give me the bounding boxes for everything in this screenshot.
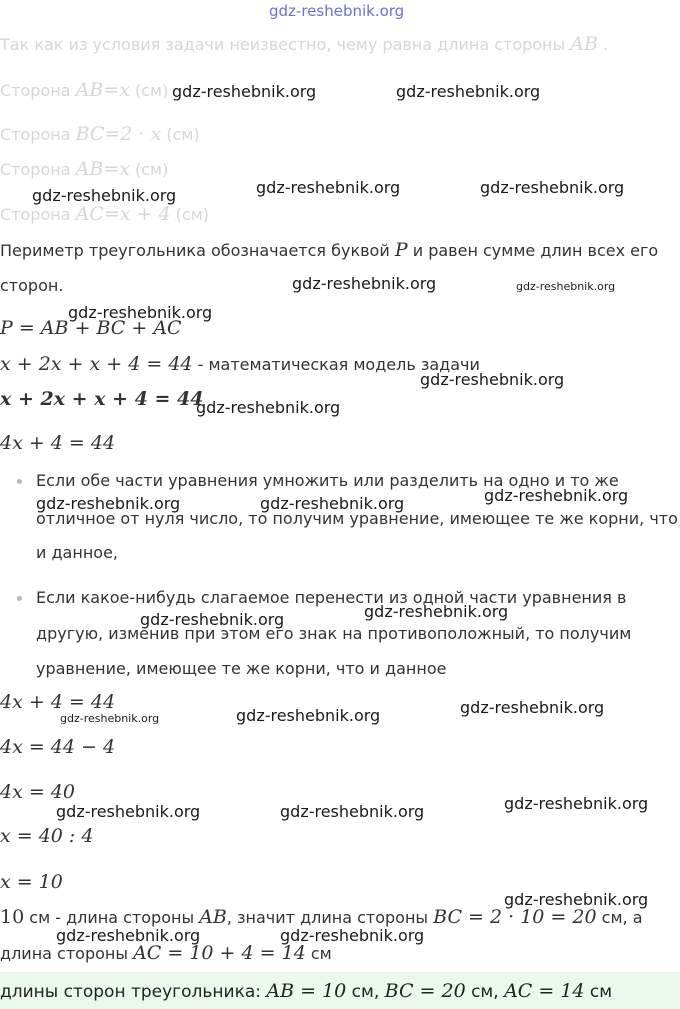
model-equation: x + 2x + x + 4 = 44 - математическая модель задачи: [0, 353, 480, 375]
watermark[interactable]: gdz-reshebnik.org: [280, 802, 425, 821]
perimeter-text: Периметр треугольника обозначается буквой P и равен сумме длин всех его: [0, 239, 659, 261]
answer-box: [0, 972, 680, 1009]
watermark[interactable]: gdz-reshebnik.org: [36, 494, 181, 513]
watermark[interactable]: gdz-reshebnik.org: [260, 494, 405, 513]
watermark[interactable]: gdz-reshebnik.org: [256, 178, 401, 197]
rule-1-line-1: Если обе части уравнения умножить или разделить на одно и то же: [36, 471, 619, 490]
bullet-2: [17, 596, 22, 601]
step-1: 4x + 4 = 44: [0, 691, 116, 713]
watermark[interactable]: gdz-reshebnik.org: [480, 178, 625, 197]
side-bc-line: Сторона BC=2 · x (см): [0, 123, 200, 145]
step-2: 4x = 44 − 4: [0, 736, 116, 758]
rule-2-line-3: уравнение, имеющее те же корни, что и данное: [36, 659, 447, 678]
watermark[interactable]: gdz-reshebnik.org: [280, 926, 425, 945]
watermark[interactable]: gdz-reshebnik.org: [68, 303, 213, 322]
watermark[interactable]: gdz-reshebnik.org: [56, 802, 201, 821]
rule-1-line-2: отличное от нуля число, то получим уравнение, имеющее те же корни, что: [36, 509, 678, 528]
step-4: x = 40 : 4: [0, 825, 94, 847]
watermark[interactable]: gdz-reshebnik.org: [60, 712, 160, 725]
rule-2-line-1: Если какое-нибудь слагаемое перенести из одной части уравнения в: [36, 588, 627, 607]
bullet-1: [17, 479, 22, 484]
watermark[interactable]: gdz-reshebnik.org: [292, 274, 437, 293]
watermark[interactable]: gdz-reshebnik.org: [460, 698, 605, 717]
watermark[interactable]: gdz-reshebnik.org: [420, 370, 565, 389]
watermark[interactable]: gdz-reshebnik.org: [196, 398, 341, 417]
bold-equation: x + 2x + x + 4 = 44: [0, 388, 204, 410]
side-ab2-line: Сторона AB=x (см): [0, 158, 169, 180]
watermark[interactable]: gdz-reshebnik.org: [504, 794, 649, 813]
conclusion-line-1: 10 см - длина стороны AB, значит длина стороны BC = 2 · 10 = 20 см, а: [0, 906, 643, 928]
watermark[interactable]: gdz-reshebnik.org: [56, 926, 201, 945]
watermark[interactable]: gdz-reshebnik.org: [504, 890, 649, 909]
watermark[interactable]: gdz-reshebnik.org: [140, 610, 285, 629]
side-ab-line: Сторона AB=x (см): [0, 79, 169, 101]
rule-2-line-2: другую, изменив при этом его знак на противоположный, то получим: [36, 624, 632, 643]
watermark[interactable]: gdz-reshebnik.org: [236, 706, 381, 725]
perimeter-formula: P = AB + BC + AC: [0, 317, 182, 339]
step-5: x = 10: [0, 871, 63, 893]
watermark[interactable]: gdz-reshebnik.org: [484, 486, 629, 505]
watermark[interactable]: gdz-reshebnik.org: [364, 602, 509, 621]
equation-1: 4x + 4 = 44: [0, 432, 116, 454]
rule-1-line-3: и данное,: [36, 543, 118, 562]
conclusion-line-2: длина стороны AC = 10 + 4 = 14 см: [0, 942, 332, 964]
watermark-top[interactable]: gdz-reshebnik.org: [269, 2, 405, 20]
watermark[interactable]: gdz-reshebnik.org: [396, 82, 541, 101]
side-ac-line: Сторона AC=x + 4 (см): [0, 203, 210, 225]
perimeter-text-2: сторон.: [0, 276, 64, 295]
step-3: 4x = 40: [0, 781, 75, 803]
watermark[interactable]: gdz-reshebnik.org: [32, 186, 177, 205]
watermark[interactable]: gdz-reshebnik.org: [172, 82, 317, 101]
watermark[interactable]: gdz-reshebnik.org: [516, 280, 616, 293]
intro-line: Так как из условия задачи неизвестно, чему равна длина стороны AB .: [0, 33, 609, 55]
answer-text: длины сторон треугольника: AB = 10 см, BC = 20 см, AC = 14 см: [0, 980, 613, 1002]
